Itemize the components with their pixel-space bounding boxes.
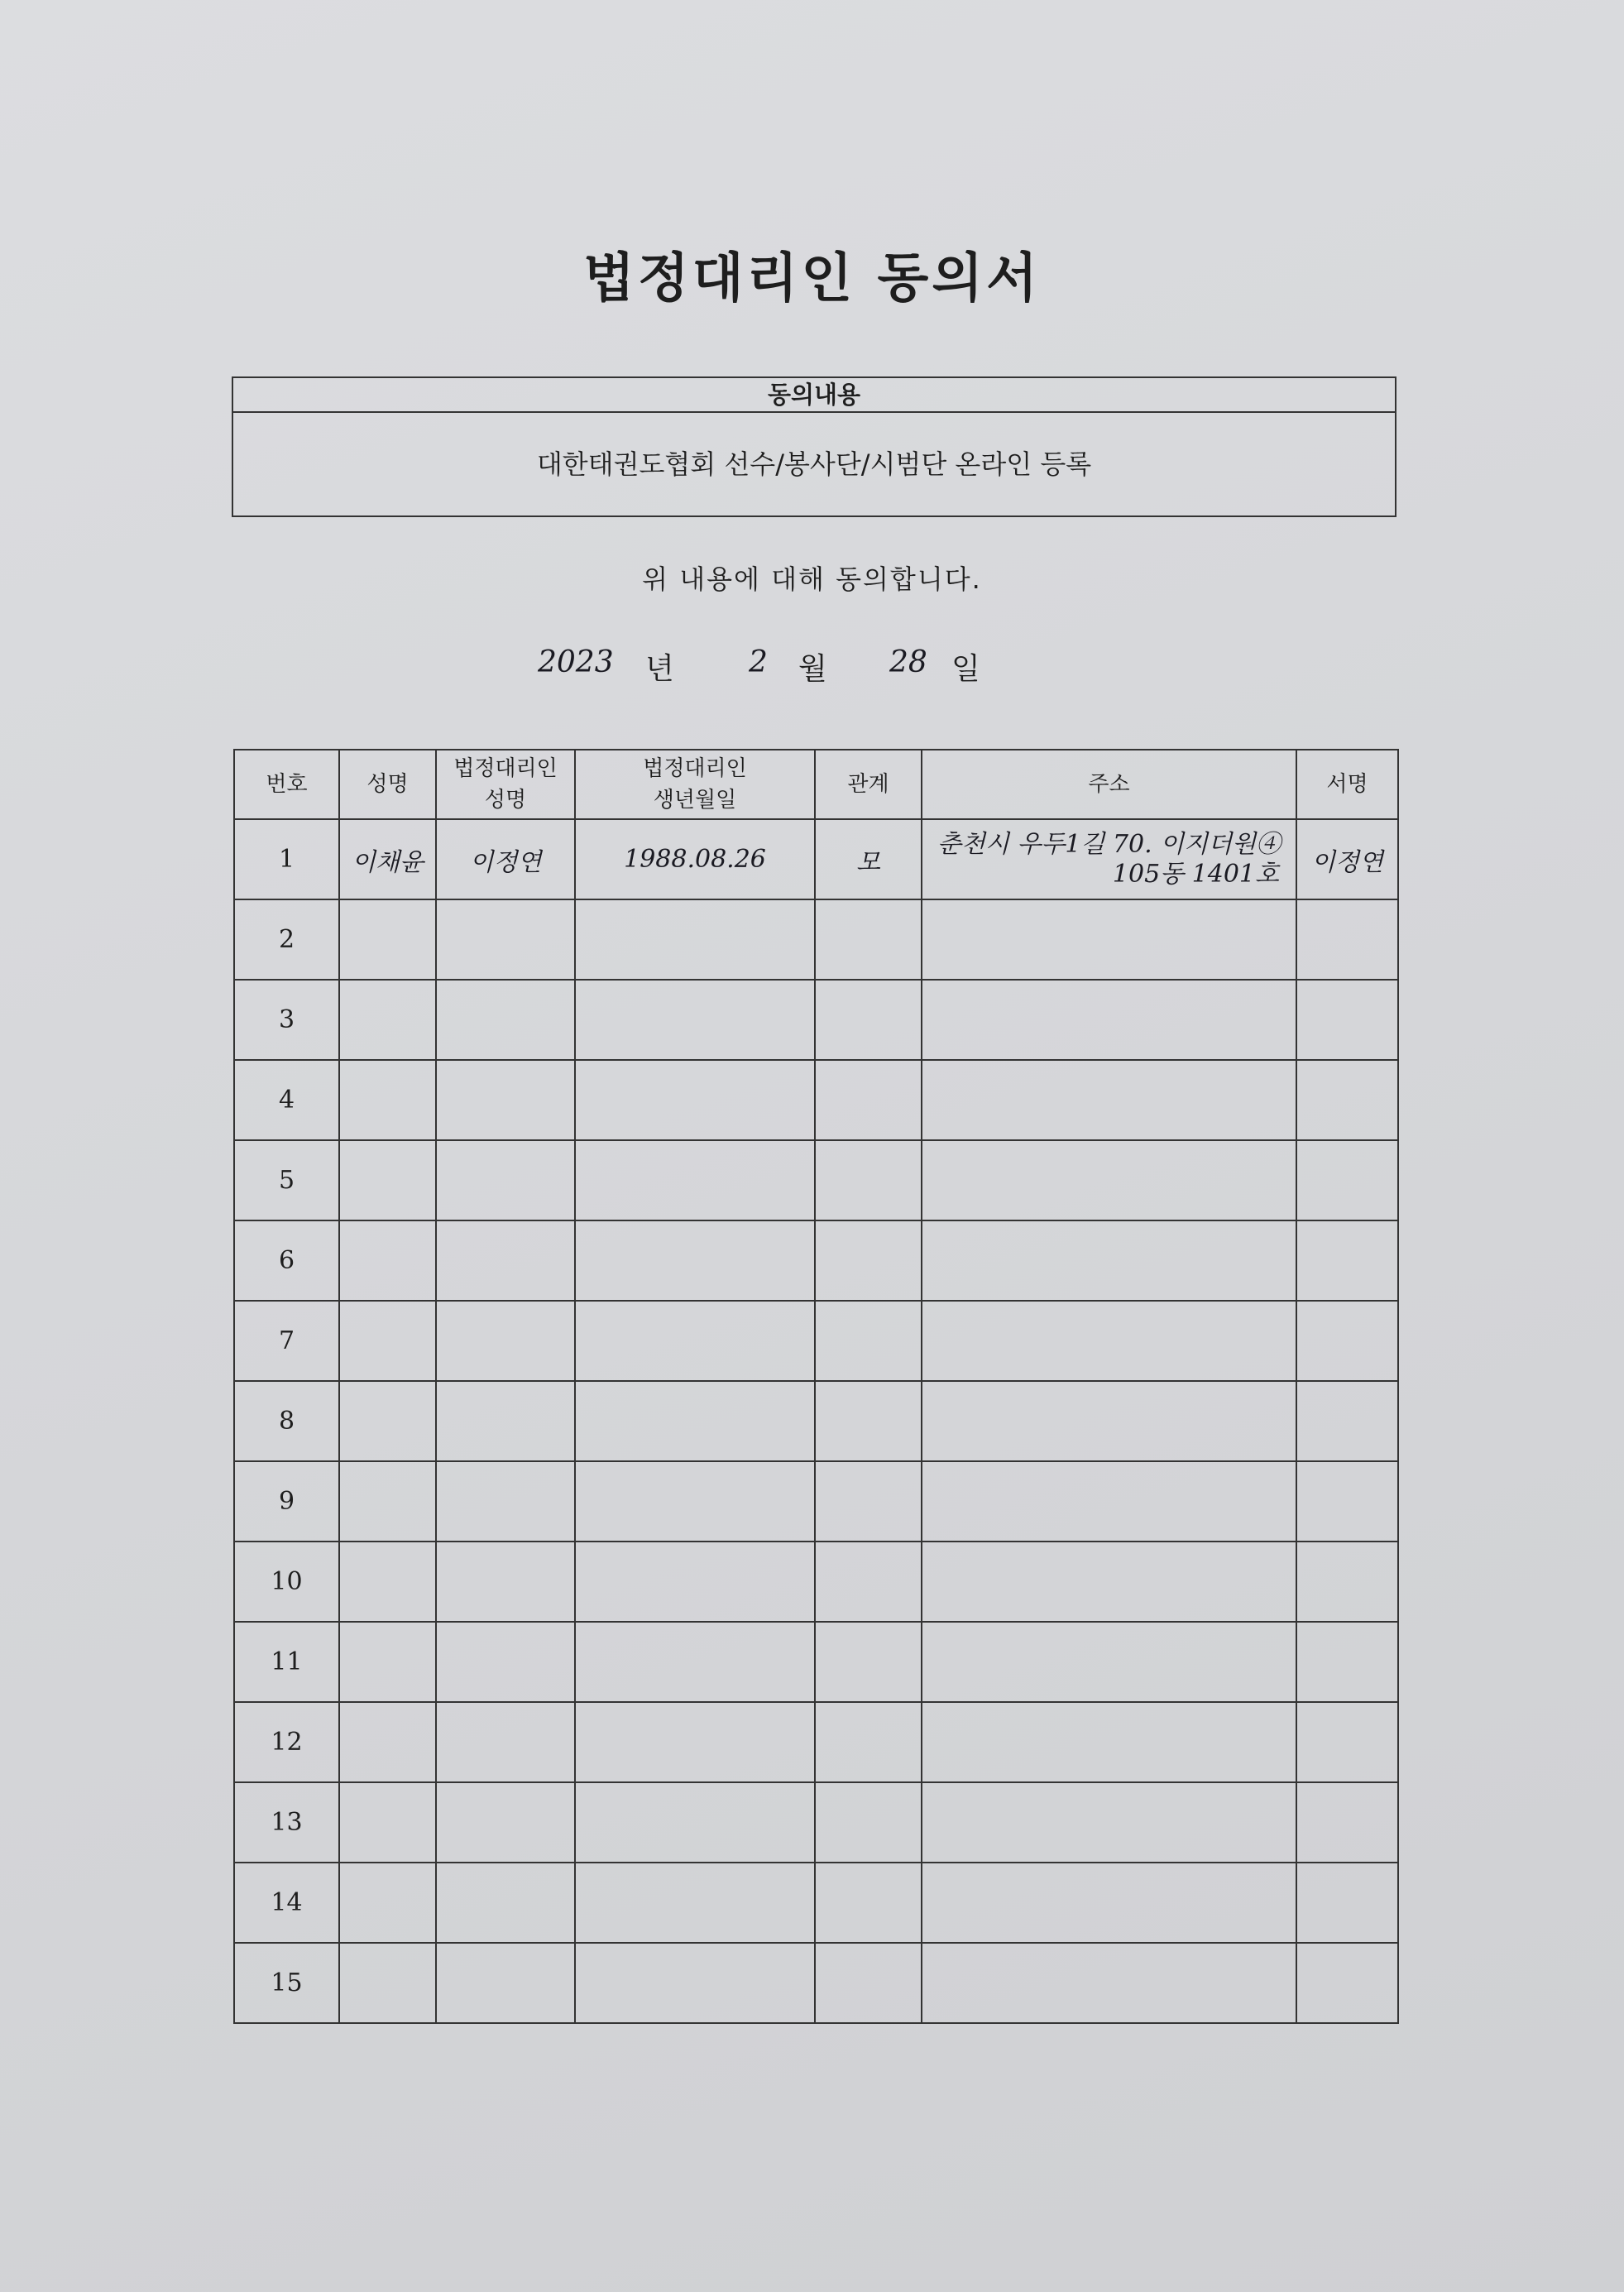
table-row (234, 1461, 1398, 1542)
row-relation (815, 1301, 922, 1381)
row-address (922, 1542, 1296, 1622)
row-signature (1296, 1220, 1398, 1301)
row-signature (1296, 899, 1398, 980)
header-rep-name (436, 750, 575, 819)
row-name (339, 1060, 436, 1140)
row-address (922, 1943, 1296, 2023)
row-rep-birth (575, 1220, 815, 1301)
table-row (234, 1943, 1398, 2023)
row-address (922, 1301, 1296, 1381)
row-rep-birth (575, 1542, 815, 1622)
row-signature (1296, 1863, 1398, 1943)
row-relation (815, 1220, 922, 1301)
header-no: 번호 (234, 750, 339, 819)
row-relation (815, 1863, 922, 1943)
table-row (234, 899, 1398, 980)
row-rep-birth (575, 1301, 815, 1381)
row-signature (1296, 1381, 1398, 1461)
row-number: 10 (234, 1542, 339, 1622)
row-rep-birth (575, 1702, 815, 1782)
row-name (339, 1702, 436, 1782)
header-rep-birth-line2: 생년월일 (653, 788, 737, 813)
row-signature (1296, 1060, 1398, 1140)
header-rep-name-line2: 성명 (484, 788, 527, 813)
row-address (922, 1220, 1296, 1301)
row-rep-birth (575, 1060, 815, 1140)
row-rep-name: 이정연 (436, 819, 575, 899)
row-name (339, 1622, 436, 1702)
row-relation (815, 899, 922, 980)
header-rep-name-line1: 법정대리인 (453, 756, 558, 781)
roster-body (234, 819, 1398, 2023)
row-relation (815, 1622, 922, 1702)
row-rep-name (436, 1863, 575, 1943)
row-number: 2 (234, 899, 339, 980)
row-relation (815, 980, 922, 1060)
row-signature: 이정연 (1296, 819, 1398, 899)
row-relation (815, 1461, 922, 1542)
row-name (339, 1301, 436, 1381)
row-signature (1296, 1702, 1398, 1782)
row-address (922, 819, 1296, 899)
row-rep-name (436, 1943, 575, 2023)
consent-box (232, 376, 1396, 517)
header-rep-birth-line1: 법정대리인 (643, 756, 747, 781)
row-name (339, 1542, 436, 1622)
row-address (922, 1863, 1296, 1943)
consent-header: 동의내용 (233, 378, 1395, 413)
row-number: 14 (234, 1863, 339, 1943)
row-number: 5 (234, 1140, 339, 1220)
row-address-line2: 105동 1401호 (1112, 859, 1279, 889)
date-day-unit: 일 (951, 652, 980, 686)
header-rep-birth (575, 750, 815, 819)
row-signature (1296, 1301, 1398, 1381)
table-row (234, 980, 1398, 1060)
row-address-line1: 춘천시 우두1길 70. 이지더원④ (937, 829, 1281, 859)
row-signature (1296, 1542, 1398, 1622)
agreement-text: 위 내용에 대해 동의합니다. (642, 563, 982, 595)
table-row (234, 1863, 1398, 1943)
table-row (234, 819, 1398, 899)
row-address (922, 980, 1296, 1060)
header-address: 주소 (922, 750, 1296, 819)
row-number: 1 (234, 819, 339, 899)
row-rep-name (436, 1060, 575, 1140)
row-signature (1296, 1782, 1398, 1863)
row-signature (1296, 1140, 1398, 1220)
table-row (234, 1220, 1398, 1301)
row-number: 4 (234, 1060, 339, 1140)
row-name (339, 1220, 436, 1301)
date-year-unit: 년 (645, 652, 674, 686)
row-address (922, 1622, 1296, 1702)
document-title: 법정대리인 동의서 (583, 248, 1041, 309)
row-address (922, 1060, 1296, 1140)
row-relation (815, 1943, 922, 2023)
row-address (922, 1461, 1296, 1542)
roster-table (233, 749, 1399, 2024)
table-header-row (234, 750, 1398, 819)
row-name: 이채윤 (339, 819, 436, 899)
row-relation (815, 1140, 922, 1220)
header-signature: 서명 (1296, 750, 1398, 819)
row-rep-name (436, 899, 575, 980)
row-relation: 모 (815, 819, 922, 899)
row-rep-name (436, 1782, 575, 1863)
row-address (922, 1140, 1296, 1220)
date-day: 28 (889, 645, 927, 679)
row-relation (815, 1702, 922, 1782)
row-signature (1296, 1461, 1398, 1542)
row-relation (815, 1782, 922, 1863)
row-address (922, 1782, 1296, 1863)
row-rep-birth (575, 1381, 815, 1461)
row-signature (1296, 980, 1398, 1060)
row-name (339, 1381, 436, 1461)
consent-body: 대한태권도협회 선수/봉사단/시범단 온라인 등록 (536, 448, 1092, 480)
table-row (234, 1782, 1398, 1863)
row-rep-birth (575, 899, 815, 980)
row-rep-name (436, 1461, 575, 1542)
table-row (234, 1702, 1398, 1782)
row-signature (1296, 1622, 1398, 1702)
row-name (339, 1140, 436, 1220)
row-number: 12 (234, 1702, 339, 1782)
row-rep-birth (575, 1140, 815, 1220)
row-name (339, 899, 436, 980)
date-month: 2 (749, 645, 768, 679)
header-name: 성명 (339, 750, 436, 819)
row-number: 3 (234, 980, 339, 1060)
row-rep-name (436, 1301, 575, 1381)
row-rep-name (436, 1220, 575, 1301)
row-number: 13 (234, 1782, 339, 1863)
row-number: 7 (234, 1301, 339, 1381)
row-rep-birth (575, 980, 815, 1060)
row-number: 15 (234, 1943, 339, 2023)
row-rep-birth (575, 1622, 815, 1702)
row-number: 6 (234, 1220, 339, 1301)
row-name (339, 1461, 436, 1542)
row-address (922, 1702, 1296, 1782)
table-row (234, 1140, 1398, 1220)
row-name (339, 1863, 436, 1943)
row-rep-name (436, 1702, 575, 1782)
table-row (234, 1060, 1398, 1140)
row-rep-birth (575, 1943, 815, 2023)
row-rep-name (436, 1381, 575, 1461)
row-rep-birth (575, 1782, 815, 1863)
row-rep-birth: 1988.08.26 (575, 819, 815, 899)
row-rep-name (436, 1140, 575, 1220)
row-number: 8 (234, 1381, 339, 1461)
header-relation: 관계 (815, 750, 922, 819)
row-relation (815, 1381, 922, 1461)
table-row (234, 1381, 1398, 1461)
row-name (339, 1782, 436, 1863)
date-year: 2023 (538, 645, 614, 679)
row-name (339, 1943, 436, 2023)
row-number: 9 (234, 1461, 339, 1542)
row-rep-birth (575, 1863, 815, 1943)
row-rep-name (436, 1542, 575, 1622)
row-name (339, 980, 436, 1060)
date-line (538, 645, 1117, 695)
row-rep-name (436, 1622, 575, 1702)
table-row (234, 1301, 1398, 1381)
table-row (234, 1622, 1398, 1702)
row-address (922, 1381, 1296, 1461)
table-row (234, 1542, 1398, 1622)
row-relation (815, 1542, 922, 1622)
row-address (922, 899, 1296, 980)
row-number: 11 (234, 1622, 339, 1702)
row-relation (815, 1060, 922, 1140)
row-rep-birth (575, 1461, 815, 1542)
row-signature (1296, 1943, 1398, 2023)
row-rep-name (436, 980, 575, 1060)
date-month-unit: 월 (798, 652, 827, 686)
